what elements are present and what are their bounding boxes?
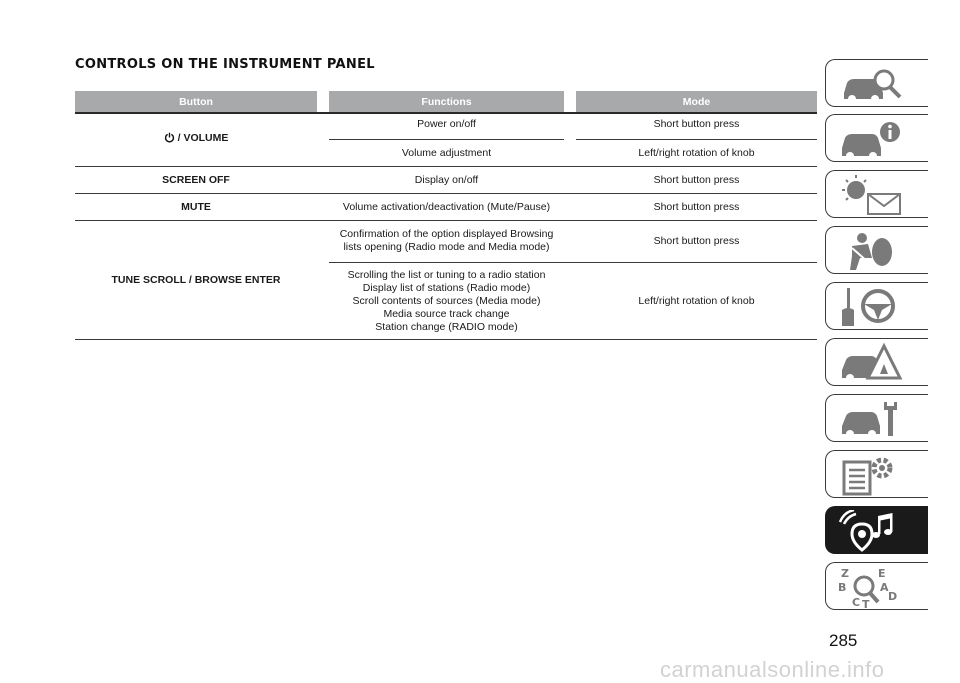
cell-mode: Short button press — [576, 113, 817, 140]
specs-gear-icon — [838, 454, 908, 496]
function-line: lists opening (Radio mode and Media mode) — [343, 241, 550, 253]
car-wrench-icon — [838, 398, 908, 440]
airbag-seatbelt-icon — [838, 230, 908, 272]
svg-text:Z: Z — [841, 567, 849, 580]
table-row — [75, 221, 817, 263]
header-functions: Functions — [329, 91, 564, 112]
function-line: Media source track change — [383, 308, 510, 320]
svg-text:A: A — [880, 581, 889, 594]
cell-button: MUTE — [75, 194, 317, 221]
steering-key-icon — [838, 286, 908, 328]
page-number: 285 — [829, 631, 858, 650]
cell-mode: Short button press — [576, 221, 817, 263]
tab-starting-driving[interactable] — [825, 282, 928, 330]
cell-function — [329, 263, 564, 340]
car-emergency-icon — [838, 342, 908, 384]
tab-multimedia[interactable] — [825, 506, 928, 554]
multimedia-music-icon — [838, 510, 908, 552]
svg-text:D: D — [888, 590, 898, 603]
power-icon — [164, 132, 175, 143]
cell-function: Volume activation/deactivation (Mute/Pause) — [329, 194, 564, 221]
svg-text:E: E — [878, 567, 886, 580]
table-header-row — [75, 91, 817, 112]
header-button: Button — [75, 91, 317, 112]
function-line: Station change (RADIO mode) — [375, 321, 518, 333]
volume-label: / VOLUME — [177, 132, 229, 144]
cell-function: Display on/off — [329, 167, 564, 194]
header-mode: Mode — [576, 91, 817, 112]
cell-mode: Short button press — [576, 167, 817, 194]
cell-mode: Short button press — [576, 194, 817, 221]
function-line: Confirmation of the option displayed Browsing — [339, 228, 554, 240]
page-title: CONTROLS ON THE INSTRUMENT PANEL — [75, 57, 375, 72]
function-line: Scrolling the list or tuning to a radio station — [347, 269, 546, 281]
index-search-icon — [838, 566, 908, 608]
function-line: Scroll contents of sources (Media mode) — [352, 295, 541, 307]
tab-servicing[interactable] — [825, 394, 928, 442]
tab-vehicle-info[interactable] — [825, 114, 928, 162]
function-line: Display list of stations (Radio mode) — [362, 282, 531, 294]
cell-function: Power on/off — [329, 113, 564, 140]
watermark: carmanualsonline.info — [660, 657, 885, 682]
cell-mode: Left/right rotation of knob — [576, 140, 817, 167]
cell-button: TUNE SCROLL / BROWSE ENTER — [75, 221, 317, 340]
tab-warning-lights[interactable] — [825, 170, 928, 218]
tab-vehicle-knowledge[interactable] — [825, 59, 928, 107]
tab-technical-specs[interactable] — [825, 450, 928, 498]
cell-function: Volume adjustment — [329, 140, 564, 167]
table-row — [75, 167, 817, 194]
table-row — [75, 194, 817, 221]
cell-volume-button — [75, 113, 317, 167]
table-row — [75, 113, 817, 140]
controls-table — [75, 91, 817, 340]
warning-light-mail-icon — [838, 174, 908, 216]
tab-safety[interactable] — [825, 226, 928, 274]
cell-function — [329, 221, 564, 263]
cell-mode: Left/right rotation of knob — [576, 263, 817, 340]
svg-text:T: T — [862, 598, 870, 608]
cell-button: SCREEN OFF — [75, 167, 317, 194]
tab-index[interactable] — [825, 562, 928, 610]
svg-text:C: C — [852, 596, 861, 608]
tab-emergency[interactable] — [825, 338, 928, 386]
car-info-icon — [838, 118, 908, 160]
svg-text:B: B — [838, 581, 847, 594]
car-search-icon — [838, 63, 908, 105]
